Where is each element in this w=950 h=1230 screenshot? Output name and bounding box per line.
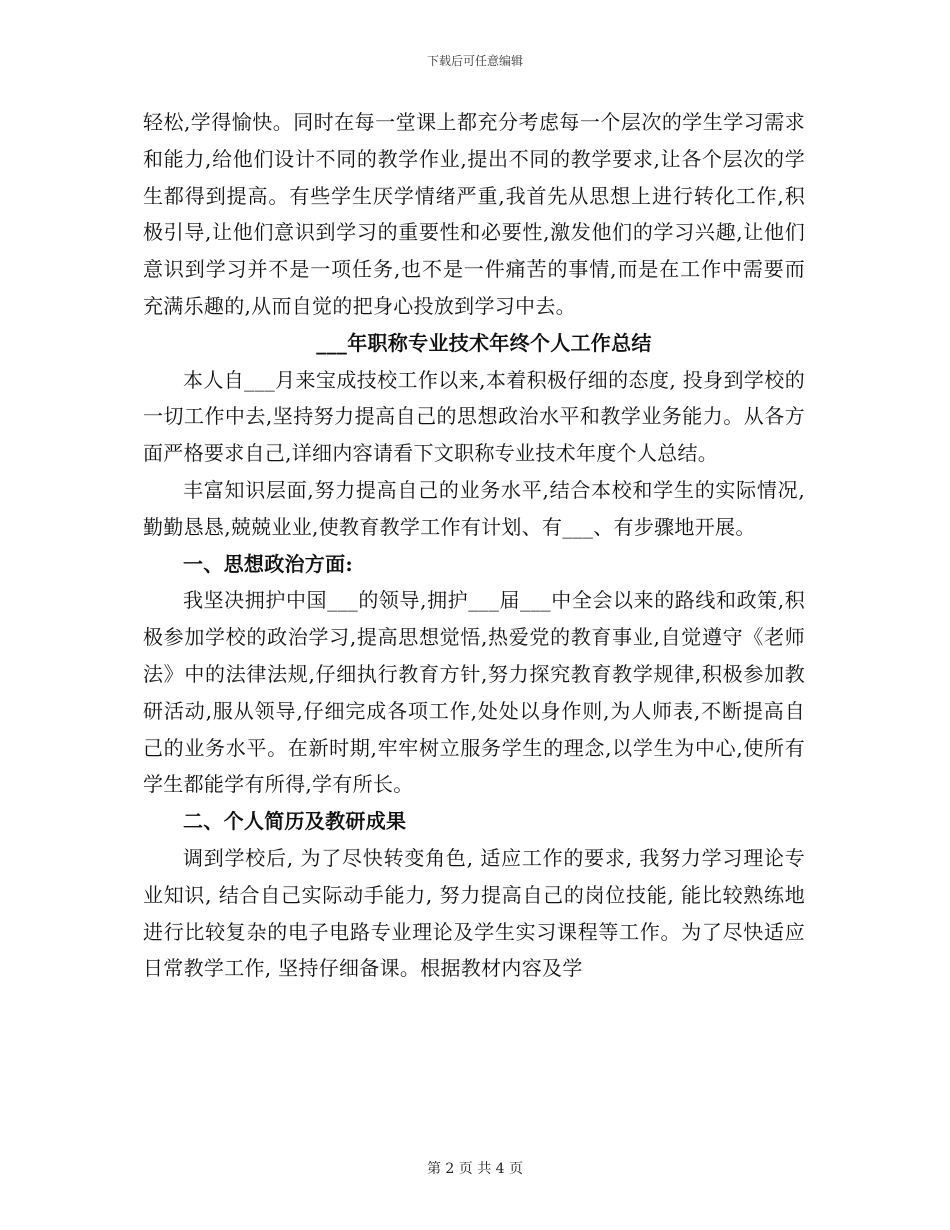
paragraph-continued: 轻松,学得愉快。同时在每一堂课上都充分考虑每一个层次的学生学习需求和能力,给他们设计不同的教学作业,提出不同的教学要求,让各个层次的学生都得到提高。有些学生厌学情绪严重,我首先从思想上进行转化工作,积极引导,让他们意识到学习的重要性和必要性,激发他们的学习兴趣,让他们意识到学习并不是一项任务,也不是一件痛苦的事情,而是在工作中需要而充满乐趣的,从而自觉的把身心投放到学习中去。 bbox=[143, 110, 805, 318]
page-number: 第 2 页 共 4 页 bbox=[426, 1161, 524, 1177]
document-body bbox=[143, 104, 805, 987]
paragraph-politics: 我坚决拥护中国___的领导,拥护___届___中全会以来的路线和政策,积极参加学校的政治学习,提高思想觉悟,热爱党的教育事业,自觉遵守《老师法》中的法律法规,仔细执行教育方针,努力探究教育教学规律,积极参加教研活动,服从领导,仔细完成各项工作,处处以身作则,为人师表,不断提高自己的业务水平。在新时期,牢牢树立服务学生的理念,以学生为中心,使所有学生都能学有所得,学有所长。 bbox=[143, 588, 805, 797]
paragraph-resume: 调到学校后, 为了尽快转变角色, 适应工作的要求, 我努力学习理论专业知识, 结合自己实际动手能力, 努力提高自己的岗位技能, 能比较熟练地进行比较复杂的电子电路专业理论及学生实习课程等工作。为了尽快适应日常教学工作, 坚持仔细备课。根据教材内容及学 bbox=[143, 845, 805, 981]
section-heading-politics: 一、思想政治方面: bbox=[183, 551, 354, 576]
page-header: 下载后可任意编辑 bbox=[426, 54, 523, 68]
section-heading-resume: 二、个人简历及教研成果 bbox=[183, 809, 407, 834]
document-title: ___年职称专业技术年终个人工作总结 bbox=[316, 330, 652, 355]
paragraph-knowledge: 丰富知识层面,努力提高自己的业务水平,结合本校和学生的实际情况,勤勤恳恳,兢兢业业,使教育教学工作有计划、有___、有步骤地开展。 bbox=[143, 477, 805, 539]
paragraph-intro: 本人自___月来宝成技校工作以来,本着积极仔细的态度, 投身到学校的一切工作中去,坚持努力提高自己的思想政治水平和教学业务能力。从各方面严格要求自己,详细内容请看下文职称专业技术年度个人总结。 bbox=[143, 367, 805, 466]
